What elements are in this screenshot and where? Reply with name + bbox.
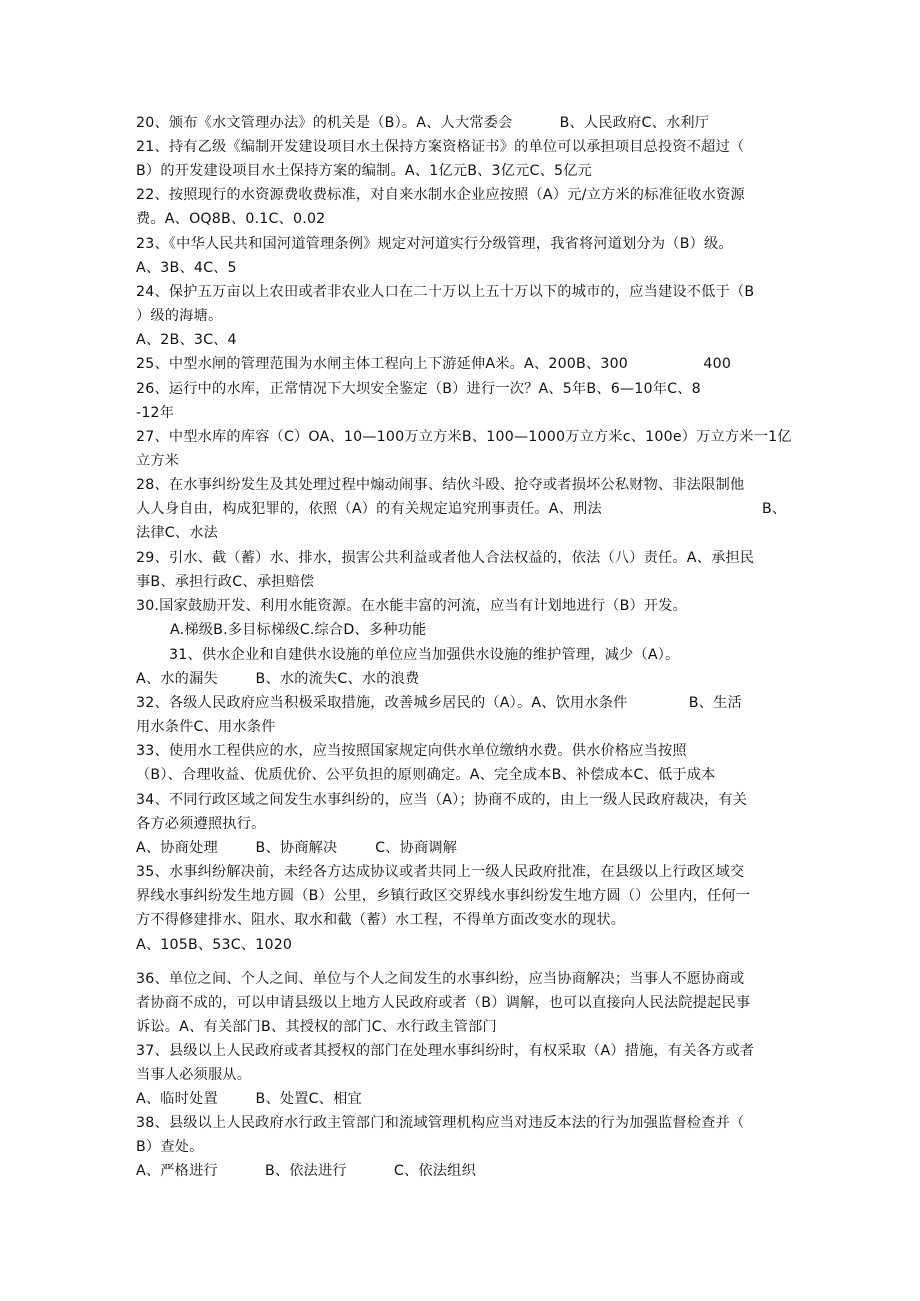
text-line: 26、运行中的水库，正常情况下大坝安全鉴定（B）进行一次？A、5年B、6—10年C、8 — [136, 381, 701, 397]
text-line: 29、引水、截（蓄）水、排水，损害公共利益或者他人合法权益的，依法（八）责任。A、承担民 — [136, 550, 755, 566]
text-line: 者协商不成的，可以申请县级以上地方人民政府或者（B）调解，也可以直接向人民法院提起民事 — [136, 995, 751, 1011]
text-line: 27、中型水库的库容（C）OA、10—100万立方米B、100—1000万立方米c、100e）万立方米一1亿 — [136, 429, 792, 445]
text-line: 用水条件C、用水条件 — [136, 719, 276, 735]
text-line: 法律C、水法 — [136, 525, 219, 541]
text-line: 32、各级人民政府应当积极采取措施，改善城乡居民的（A）。A、饮用水条件 B、生活 — [136, 695, 742, 711]
text-line: 37、县级以上人民政府或者其授权的部门在处理水事纠纷时，有权采取（A）措施，有关各方或者 — [136, 1043, 755, 1059]
text-line: 立方米 — [136, 453, 180, 469]
text-line: B）的开发建设项目水土保持方案的编制。A、1亿元B、3亿元C、5亿元 — [136, 163, 593, 179]
text-line: A、水的漏失 B、水的流失C、水的浪费 — [136, 671, 420, 687]
text-line: 34、不同行政区域之间发生水事纠纷的，应当（A）；协商不成的，由上一级人民政府裁决，有关 — [136, 792, 748, 808]
text-line: 方不得修建排水、阻水、取水和截（蓄）水工程，不得单方面改变水的现状。 — [136, 912, 626, 928]
text-line: -12年 — [136, 405, 175, 421]
text-line: A、105B、53C、1020 — [136, 937, 293, 953]
text-line: 各方必须遵照执行。 — [136, 816, 266, 832]
text-line: 31、供水企业和自建供水设施的单位应当加强供水设施的维护管理，减少（A）。 — [169, 647, 680, 663]
text-line: 费。A、OQ8B、0.1C、0.02 — [136, 211, 326, 227]
text-line: A、严格进行 B、依法进行 C、依法组织 — [136, 1163, 476, 1179]
text-line: 诉讼。A、有关部门B、其授权的部门C、水行政主管部门 — [136, 1019, 497, 1035]
text-line: 事B、承担行政C、承担赔偿 — [136, 574, 315, 590]
text-line: A、3B、4C、5 — [136, 260, 237, 276]
text-line: A、临时处置 B、处置C、相宜 — [136, 1091, 362, 1107]
text-line: 25、中型水闸的管理范围为水闸主体工程向上下游延伸A米。A、200B、300 400 — [136, 356, 732, 372]
text-line: 21、持有乙级《编制开发建设项目水土保持方案资格证书》的单位可以承担项目总投资不超过（ — [136, 139, 745, 155]
text-line: （B）、合理收益、优质优价、公平负担的原则确定。A、完全成本B、补偿成本C、低于成本 — [136, 767, 716, 783]
text-line: 30.国家鼓励开发、利用水能资源。在水能丰富的河流，应当有计划地进行（B）开发。 — [136, 598, 688, 614]
text-line: 35、水事纠纷解决前，未经各方达成协议或者共同上一级人民政府批准，在县级以上行政区域交 — [136, 864, 745, 880]
text-line: B）查处。 — [136, 1139, 204, 1155]
text-line: ）级的海塘。 — [136, 308, 223, 324]
text-line: 28、在水事纠纷发生及其处理过程中煽动闹事、结伙斗殴、抢夺或者损坏公私财物、非法限制他 — [136, 477, 745, 493]
text-line: 人人身自由，构成犯罪的，依照（A）的有关规定追究刑事责任。A、刑法 B、 — [136, 501, 787, 517]
text-line: 20、颁布《水文管理办法》的机关是（B）。A、人大常委会 B、人民政府C、水利厅 — [136, 115, 710, 131]
text-line: 22、按照现行的水资源费收费标准，对自来水制水企业应按照（A）元/立方米的标准征收水资源 — [136, 187, 745, 203]
text-line: A、协商处理 B、协商解决 C、协商调解 — [136, 840, 458, 856]
text-line: 界线水事纠纷发生地方圆（B）公里，乡镇行政区交界线水事纠纷发生地方圆（）公里内，任何一 — [136, 888, 751, 904]
text-line: 当事人必须服从。 — [136, 1067, 252, 1083]
text-line: 38、县级以上人民政府水行政主管部门和流域管理机构应当对违反本法的行为加强监督检查并（ — [136, 1115, 745, 1131]
text-line: A.梯级B.多目标梯级C.综合D、多种功能 — [170, 622, 427, 638]
text-line: A、2B、3C、4 — [136, 332, 237, 348]
text-line: 24、保护五万亩以上农田或者非农业人口在二十万以上五十万以下的城市的，应当建设不低于（B — [136, 284, 755, 300]
text-line: 36、单位之间、个人之间、单位与个人之间发生的水事纠纷，应当协商解决；当事人不愿协商或 — [136, 971, 745, 987]
text-line: 33、使用水工程供应的水，应当按照国家规定向供水单位缴纳水费。供水价格应当按照 — [136, 743, 687, 759]
text-line: 23、《中华人民共和国河道管理条例》规定对河道实行分级管理，我省将河道划分为（B）级。 — [136, 236, 733, 252]
